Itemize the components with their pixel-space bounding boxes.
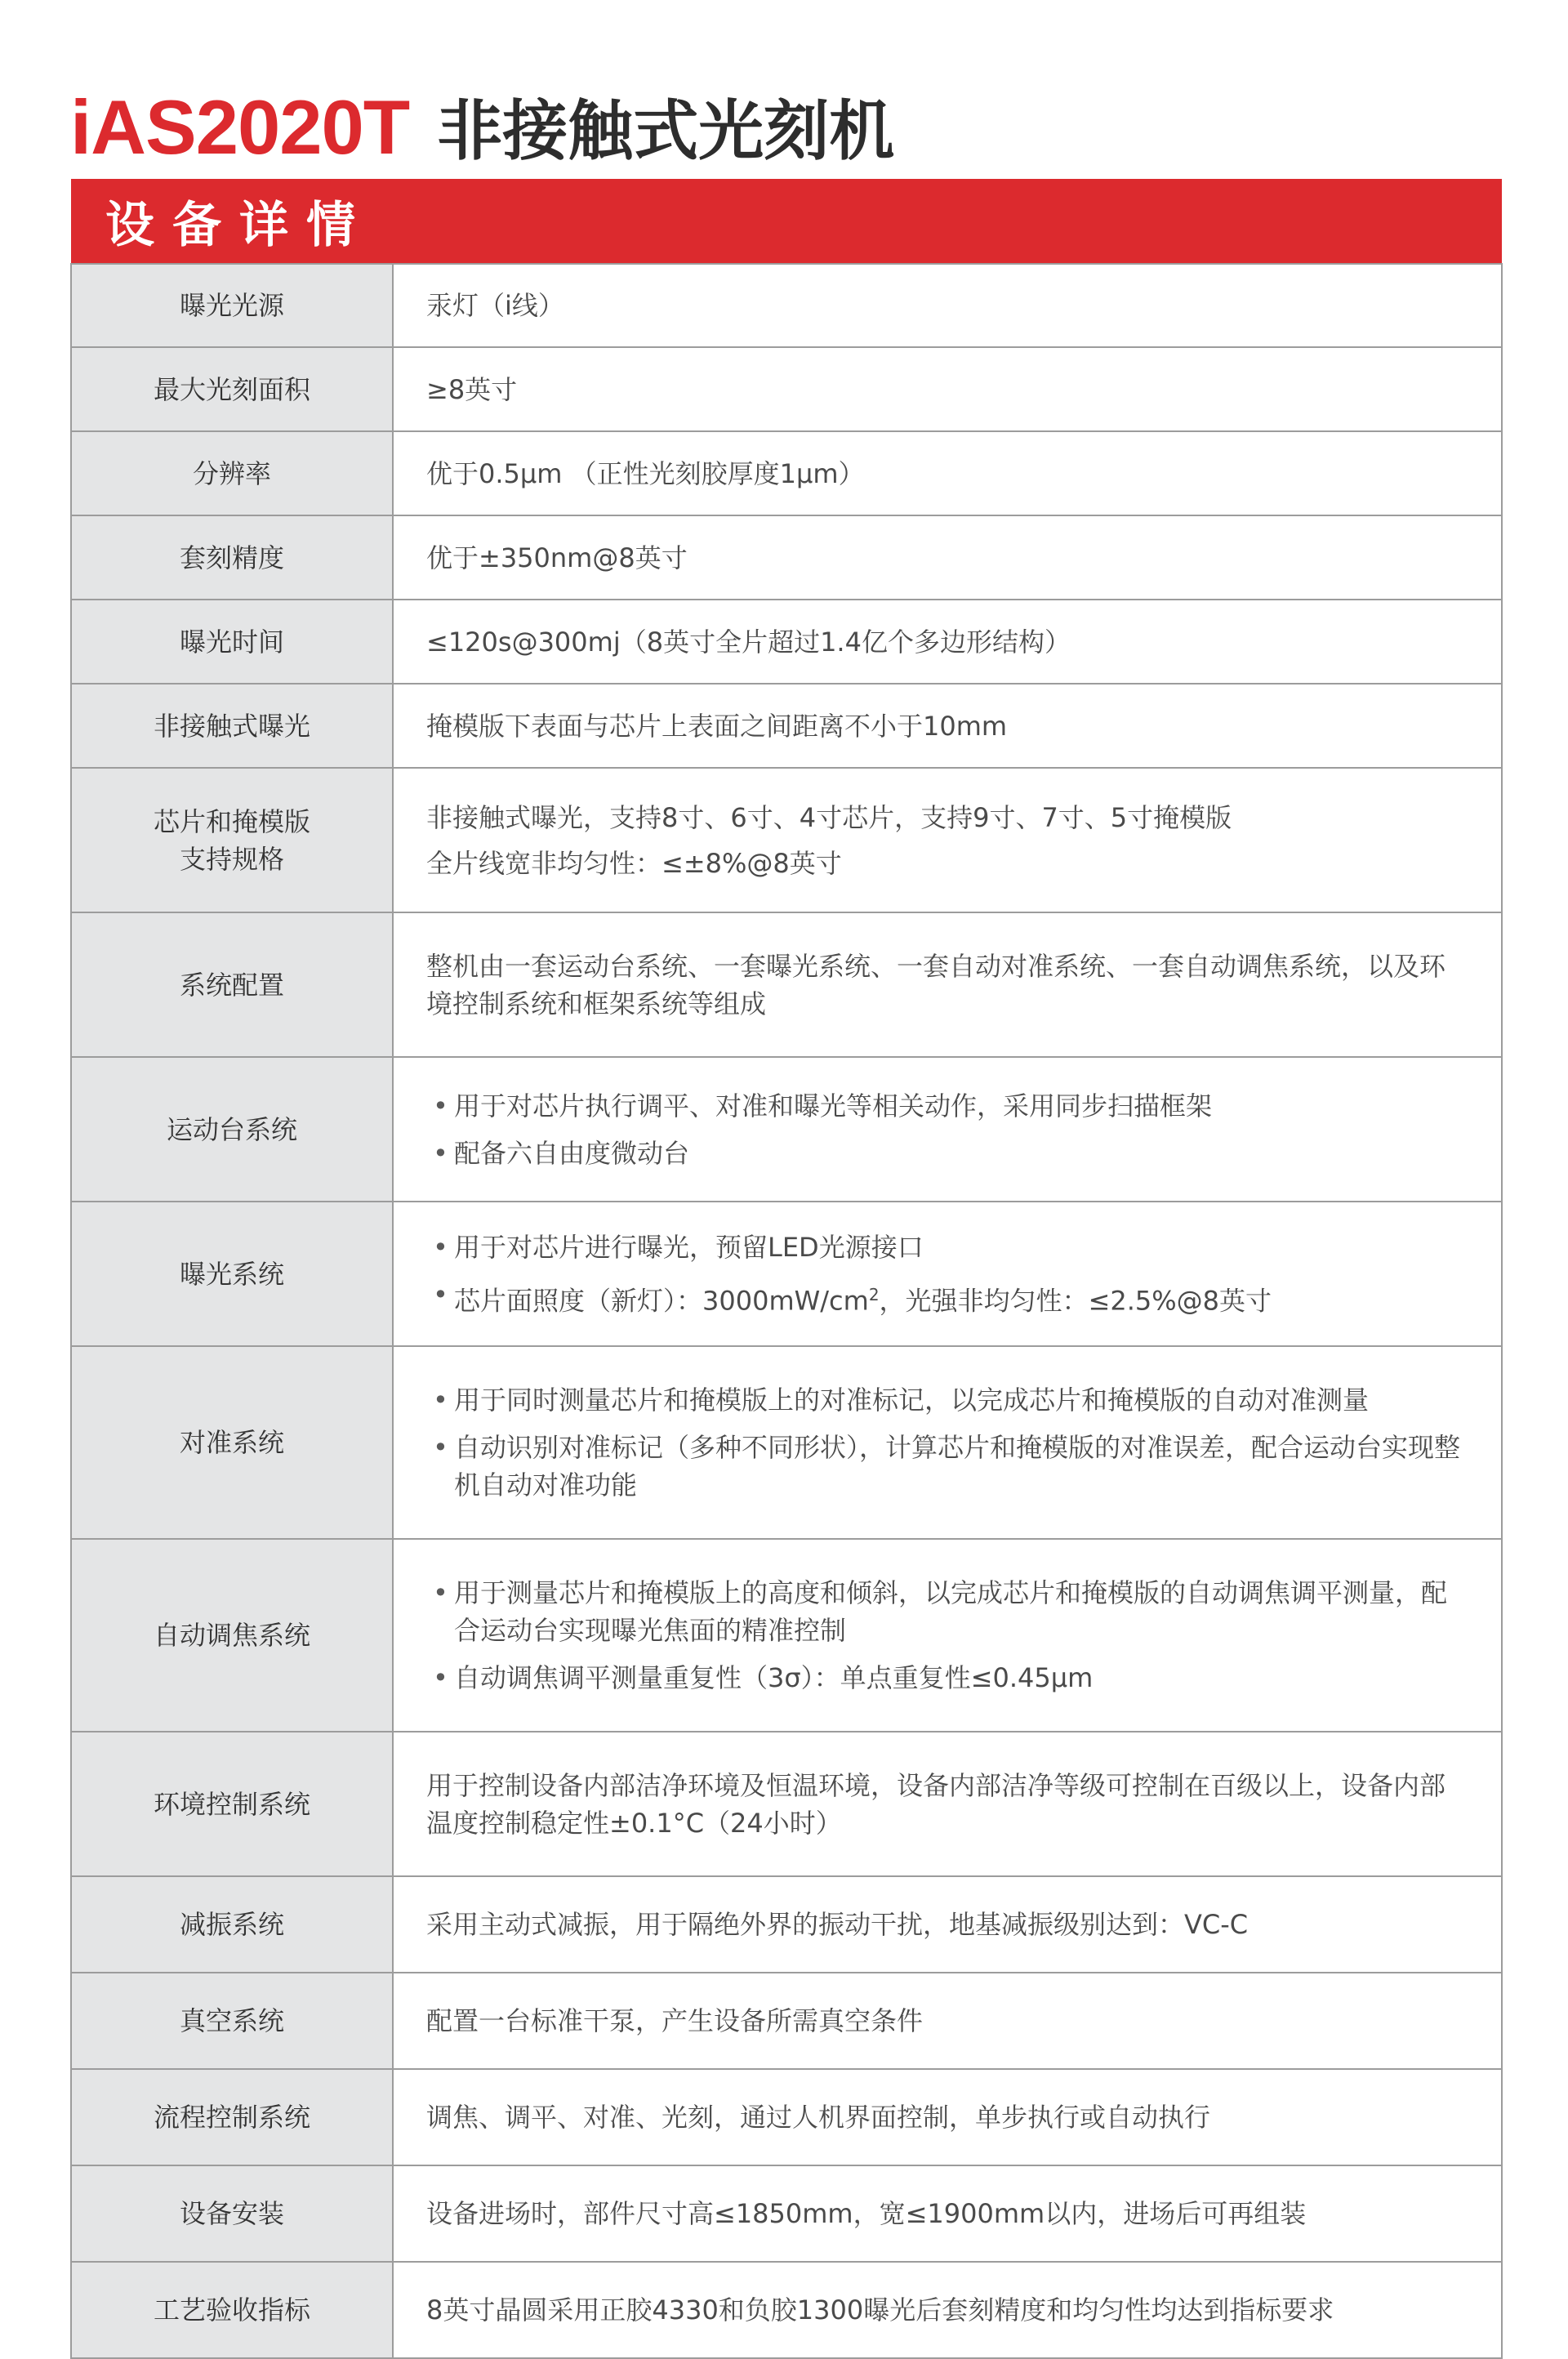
bullet-text: 芯片面照度（新灯）：3000mW/cm [454, 1285, 869, 1317]
row-label: 最大光刻面积 [71, 347, 393, 431]
row-label: 非接触式曝光 [71, 684, 393, 768]
table-row [71, 600, 1502, 684]
table-row [71, 264, 1502, 347]
table-row [71, 1057, 1502, 1202]
row-label: 真空系统 [71, 1973, 393, 2069]
page-title [70, 78, 894, 168]
section-header: 设备详情 [71, 179, 1502, 264]
table-row [71, 1973, 1502, 2069]
superscript: 2 [868, 1284, 880, 1304]
row-label: 环境控制系统 [71, 1732, 393, 1876]
row-label-line: 支持规格 [179, 843, 284, 875]
row-value-line: 非接触式曝光，支持8寸、6寸、4寸芯片，支持9寸、7寸、5寸掩模版 [426, 801, 1232, 833]
table-row [71, 431, 1502, 515]
row-value: 用于控制设备内部洁净环境及恒温环境，设备内部洁净等级可控制在百级以上，设备内部温度控制稳定性±0.1°C（24小时） [393, 1732, 1502, 1876]
table-row [71, 347, 1502, 431]
row-value: 优于0.5μm （正性光刻胶厚度1μm） [393, 431, 1502, 515]
bullet-item: • 用于对芯片执行调平、对准和曝光等相关动作，采用同步扫描框架 [426, 1087, 1468, 1125]
row-value [393, 1346, 1502, 1539]
table-row [71, 1732, 1502, 1876]
table-row [71, 912, 1502, 1057]
row-label: 对准系统 [71, 1346, 393, 1539]
bullet-item: • 自动调焦调平测量重复性（3σ）：单点重复性≤0.45μm [426, 1659, 1468, 1697]
row-value: 配置一台标准干泵，产生设备所需真空条件 [393, 1973, 1502, 2069]
row-value [393, 1057, 1502, 1202]
table-row [71, 1202, 1502, 1346]
row-value [393, 1539, 1502, 1732]
table-row [71, 768, 1502, 912]
bullet-text: ，光强非均匀性：≤2.5%@8英寸 [879, 1285, 1272, 1317]
row-value: 8英寸晶圆采用正胶4330和负胶1300曝光后套刻精度和均匀性均达到指标要求 [393, 2262, 1502, 2358]
row-label: 曝光时间 [71, 600, 393, 684]
row-label: 工艺验收指标 [71, 2262, 393, 2358]
spec-table [70, 179, 1503, 2359]
product-name: 非接触式光刻机 [437, 93, 895, 169]
row-label: 运动台系统 [71, 1057, 393, 1202]
row-value: 整机由一套运动台系统、一套曝光系统、一套自动对准系统、一套自动调焦系统，以及环境控制系统和框架系统等组成 [393, 912, 1502, 1057]
row-value: ≤120s@300mj（8英寸全片超过1.4亿个多边形结构） [393, 600, 1502, 684]
table-row [71, 684, 1502, 768]
row-label: 流程控制系统 [71, 2069, 393, 2165]
table-row [71, 1539, 1502, 1732]
row-value: 采用主动式减振，用于隔绝外界的振动干扰，地基减振级别达到：VC-C [393, 1876, 1502, 1973]
row-label: 系统配置 [71, 912, 393, 1057]
row-label: 曝光光源 [71, 264, 393, 347]
table-row [71, 1876, 1502, 1973]
bullet-item: • 配备六自由度微动台 [426, 1135, 1468, 1172]
row-label: 减振系统 [71, 1876, 393, 1973]
row-value: ≥8英寸 [393, 347, 1502, 431]
bullet-item: • 用于对芯片进行曝光，预留LED光源接口 [426, 1229, 1468, 1266]
row-value: 设备进场时，部件尺寸高≤1850mm，宽≤1900mm以内，进场后可再组装 [393, 2165, 1502, 2262]
row-label-line: 芯片和掩模版 [153, 805, 310, 837]
row-value-line: 全片线宽非均匀性：≤±8%@8英寸 [426, 847, 842, 879]
row-value: 掩模版下表面与芯片上表面之间距离不小于10mm [393, 684, 1502, 768]
row-label [71, 768, 393, 912]
table-row [71, 2262, 1502, 2358]
row-label: 设备安装 [71, 2165, 393, 2262]
bullet-item: • 用于同时测量芯片和掩模版上的对准标记，以完成芯片和掩模版的自动对准测量 [426, 1381, 1468, 1419]
row-label: 套刻精度 [71, 515, 393, 600]
bullet-item: • 自动识别对准标记（多种不同形状），计算芯片和掩模版的对准误差，配合运动台实现整机自动对准功能 [426, 1429, 1468, 1504]
bullet-item [426, 1276, 1468, 1320]
table-row [71, 1346, 1502, 1539]
table-row [71, 2165, 1502, 2262]
row-label: 分辨率 [71, 431, 393, 515]
row-value [393, 1202, 1502, 1346]
row-value: 调焦、调平、对准、光刻，通过人机界面控制，单步执行或自动执行 [393, 2069, 1502, 2165]
table-row [71, 515, 1502, 600]
row-label: 自动调焦系统 [71, 1539, 393, 1732]
section-header-row [71, 179, 1502, 264]
model-name: iAS2020T [70, 84, 410, 170]
row-value [393, 768, 1502, 912]
bullet-item: • 用于测量芯片和掩模版上的高度和倾斜，以完成芯片和掩模版的自动调焦调平测量，配合运动台实现曝光焦面的精准控制 [426, 1574, 1468, 1649]
row-value: 汞灯（i线） [393, 264, 1502, 347]
row-label: 曝光系统 [71, 1202, 393, 1346]
table-row [71, 2069, 1502, 2165]
row-value: 优于±350nm@8英寸 [393, 515, 1502, 600]
